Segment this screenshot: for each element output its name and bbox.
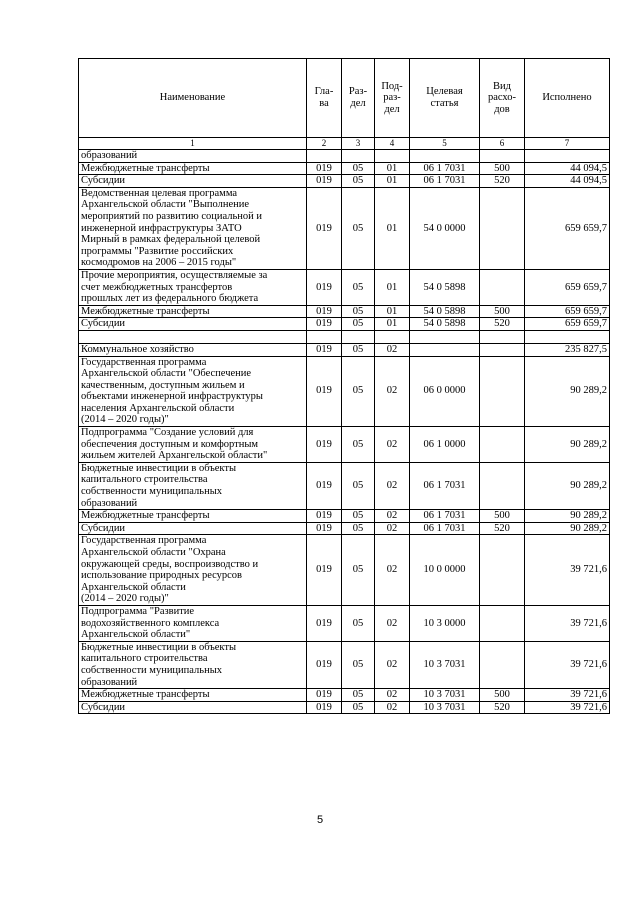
- row-podrazdel: 02: [375, 522, 410, 535]
- table-body: [79, 150, 610, 714]
- table-row: [79, 187, 610, 269]
- row-celevaya-statya: 10 3 7031: [410, 689, 480, 702]
- row-celevaya-statya: 54 0 0000: [410, 187, 480, 269]
- row-podrazdel: 02: [375, 689, 410, 702]
- row-name: [79, 330, 307, 343]
- table-row: [79, 356, 610, 427]
- row-podrazdel: 02: [375, 510, 410, 523]
- row-glava: [307, 330, 342, 343]
- row-name: Субсидии: [79, 522, 307, 535]
- row-razdel: 05: [342, 605, 375, 641]
- row-name: Бюджетные инвестиции в объекты капитального строительства собственности муниципальных образований: [79, 641, 307, 688]
- row-vid-raskhodov: 500: [480, 510, 525, 523]
- row-vid-raskhodov: 520: [480, 175, 525, 188]
- row-vid-raskhodov: [480, 187, 525, 269]
- row-podrazdel: 01: [375, 269, 410, 305]
- row-glava: 019: [307, 605, 342, 641]
- row-razdel: 05: [342, 510, 375, 523]
- row-podrazdel: 01: [375, 318, 410, 331]
- row-vid-raskhodov: 520: [480, 701, 525, 714]
- table-row: [79, 427, 610, 463]
- row-ispolneno: 39 721,6: [525, 689, 610, 702]
- row-ispolneno: 39 721,6: [525, 641, 610, 688]
- row-name: Подпрограмма "Развитие водохозяйственного комплекса Архангельской области": [79, 605, 307, 641]
- row-celevaya-statya: 06 0 0000: [410, 356, 480, 427]
- row-ispolneno: 659 659,7: [525, 318, 610, 331]
- row-celevaya-statya: 10 0 0000: [410, 535, 480, 606]
- table-row: [79, 269, 610, 305]
- row-podrazdel: 01: [375, 305, 410, 318]
- column-number: 5: [410, 138, 480, 150]
- table-row: [79, 343, 610, 356]
- row-vid-raskhodov: [480, 605, 525, 641]
- row-glava: 019: [307, 175, 342, 188]
- row-name: Межбюджетные трансферты: [79, 510, 307, 523]
- row-glava: 019: [307, 535, 342, 606]
- row-celevaya-statya: [410, 343, 480, 356]
- row-celevaya-statya: 10 3 7031: [410, 641, 480, 688]
- row-vid-raskhodov: [480, 462, 525, 509]
- row-celevaya-statya: 06 1 7031: [410, 462, 480, 509]
- row-glava: 019: [307, 305, 342, 318]
- header-podrazdel: Под- раз- дел: [375, 59, 410, 138]
- column-number: 4: [375, 138, 410, 150]
- row-podrazdel: 01: [375, 175, 410, 188]
- table-row: [79, 318, 610, 331]
- row-ispolneno: 39 721,6: [525, 701, 610, 714]
- row-podrazdel: 01: [375, 187, 410, 269]
- row-podrazdel: 02: [375, 535, 410, 606]
- row-podrazdel: 02: [375, 343, 410, 356]
- budget-table: [78, 58, 610, 714]
- row-ispolneno: 90 289,2: [525, 427, 610, 463]
- column-number-row: [79, 138, 610, 150]
- table-row: [79, 701, 610, 714]
- row-name: Межбюджетные трансферты: [79, 162, 307, 175]
- row-ispolneno: 90 289,2: [525, 356, 610, 427]
- table-row: [79, 522, 610, 535]
- row-celevaya-statya: 54 0 5898: [410, 269, 480, 305]
- column-number: 3: [342, 138, 375, 150]
- row-vid-raskhodov: [480, 356, 525, 427]
- row-celevaya-statya: 06 1 7031: [410, 510, 480, 523]
- row-name: Субсидии: [79, 701, 307, 714]
- row-razdel: 05: [342, 162, 375, 175]
- row-razdel: 05: [342, 427, 375, 463]
- row-celevaya-statya: [410, 330, 480, 343]
- row-ispolneno: 659 659,7: [525, 305, 610, 318]
- row-ispolneno: [525, 330, 610, 343]
- row-ispolneno: 39 721,6: [525, 535, 610, 606]
- row-celevaya-statya: 06 1 7031: [410, 162, 480, 175]
- row-ispolneno: 659 659,7: [525, 187, 610, 269]
- row-celevaya-statya: 06 1 7031: [410, 522, 480, 535]
- row-vid-raskhodov: 520: [480, 318, 525, 331]
- page-number: 5: [316, 814, 324, 826]
- table-row: [79, 175, 610, 188]
- row-glava: 019: [307, 701, 342, 714]
- row-name: Субсидии: [79, 318, 307, 331]
- row-podrazdel: 02: [375, 427, 410, 463]
- row-podrazdel: 02: [375, 641, 410, 688]
- row-vid-raskhodov: 500: [480, 162, 525, 175]
- row-celevaya-statya: 54 0 5898: [410, 305, 480, 318]
- row-razdel: 05: [342, 343, 375, 356]
- row-razdel: 05: [342, 305, 375, 318]
- row-celevaya-statya: 10 3 0000: [410, 605, 480, 641]
- row-ispolneno: 44 094,5: [525, 162, 610, 175]
- row-glava: 019: [307, 462, 342, 509]
- row-glava: 019: [307, 427, 342, 463]
- row-ispolneno: 39 721,6: [525, 605, 610, 641]
- row-vid-raskhodov: [480, 269, 525, 305]
- column-number: 7: [525, 138, 610, 150]
- row-ispolneno: 44 094,5: [525, 175, 610, 188]
- header-vid: Вид расхо- дов: [480, 59, 525, 138]
- row-vid-raskhodov: [480, 150, 525, 163]
- table-row: [79, 462, 610, 509]
- row-celevaya-statya: 06 1 7031: [410, 175, 480, 188]
- row-razdel: 05: [342, 701, 375, 714]
- header-ispolneno: Исполнено: [525, 59, 610, 138]
- row-glava: 019: [307, 269, 342, 305]
- table-row: [79, 330, 610, 343]
- header-celevaya: Целевая статья: [410, 59, 480, 138]
- row-vid-raskhodov: 500: [480, 689, 525, 702]
- row-razdel: 05: [342, 522, 375, 535]
- row-razdel: 05: [342, 187, 375, 269]
- table-row: [79, 535, 610, 606]
- row-razdel: 05: [342, 535, 375, 606]
- row-celevaya-statya: [410, 150, 480, 163]
- table-row: [79, 641, 610, 688]
- row-name: Государственная программа Архангельской области "Охрана окружающей среды, воспроизводство и использование природных ресурсов Архангельской области (2014 – 2020 годы)": [79, 535, 307, 606]
- row-vid-raskhodov: 520: [480, 522, 525, 535]
- header-row: [79, 59, 610, 138]
- row-ispolneno: 235 827,5: [525, 343, 610, 356]
- row-podrazdel: 02: [375, 701, 410, 714]
- header-glava: Гла- ва: [307, 59, 342, 138]
- row-razdel: 05: [342, 462, 375, 509]
- row-podrazdel: 02: [375, 462, 410, 509]
- row-razdel: 05: [342, 641, 375, 688]
- row-razdel: 05: [342, 175, 375, 188]
- row-glava: 019: [307, 187, 342, 269]
- row-name: Государственная программа Архангельской области "Обеспечение качественным, доступным жильем и объектами инженерной инфраструктуры населения Архангельской области (2014 – 2020 годы)": [79, 356, 307, 427]
- row-vid-raskhodov: [480, 427, 525, 463]
- row-celevaya-statya: 06 1 0000: [410, 427, 480, 463]
- row-glava: 019: [307, 162, 342, 175]
- column-number: 6: [480, 138, 525, 150]
- row-vid-raskhodov: [480, 641, 525, 688]
- row-ispolneno: 659 659,7: [525, 269, 610, 305]
- row-name: Подпрограмма "Создание условий для обеспечения доступным и комфортным жильем жителей Архангельской области": [79, 427, 307, 463]
- row-vid-raskhodov: 500: [480, 305, 525, 318]
- row-razdel: 05: [342, 318, 375, 331]
- row-name: Межбюджетные трансферты: [79, 689, 307, 702]
- row-glava: 019: [307, 356, 342, 427]
- column-number: 2: [307, 138, 342, 150]
- row-name: Коммунальное хозяйство: [79, 343, 307, 356]
- row-razdel: 05: [342, 689, 375, 702]
- row-glava: 019: [307, 318, 342, 331]
- row-name: Межбюджетные трансферты: [79, 305, 307, 318]
- table-row: [79, 150, 610, 163]
- row-podrazdel: 02: [375, 605, 410, 641]
- row-glava: 019: [307, 343, 342, 356]
- table-row: [79, 510, 610, 523]
- row-razdel: 05: [342, 356, 375, 427]
- row-glava: 019: [307, 689, 342, 702]
- row-podrazdel: [375, 150, 410, 163]
- table-row: [79, 305, 610, 318]
- row-ispolneno: 90 289,2: [525, 462, 610, 509]
- row-vid-raskhodov: [480, 535, 525, 606]
- row-name: Субсидии: [79, 175, 307, 188]
- row-podrazdel: 01: [375, 162, 410, 175]
- row-celevaya-statya: 10 3 7031: [410, 701, 480, 714]
- column-number: 1: [79, 138, 307, 150]
- row-ispolneno: 90 289,2: [525, 522, 610, 535]
- row-celevaya-statya: 54 0 5898: [410, 318, 480, 331]
- row-ispolneno: 90 289,2: [525, 510, 610, 523]
- row-name: Ведомственная целевая программа Архангельской области "Выполнение мероприятий по развитию социальной и инженерной инфраструктуры ЗАТО Мирный в рамках федеральной целевой программы "Развитие российских космодромов на 2006 – 2015 годы": [79, 187, 307, 269]
- row-podrazdel: 02: [375, 356, 410, 427]
- row-vid-raskhodov: [480, 343, 525, 356]
- row-podrazdel: [375, 330, 410, 343]
- row-razdel: [342, 330, 375, 343]
- row-glava: 019: [307, 641, 342, 688]
- row-glava: [307, 150, 342, 163]
- row-vid-raskhodov: [480, 330, 525, 343]
- table-row: [79, 689, 610, 702]
- row-glava: 019: [307, 522, 342, 535]
- table-row: [79, 162, 610, 175]
- row-glava: 019: [307, 510, 342, 523]
- row-razdel: [342, 150, 375, 163]
- row-ispolneno: [525, 150, 610, 163]
- header-name: Наименование: [79, 59, 307, 138]
- header-razdel: Раз- дел: [342, 59, 375, 138]
- row-razdel: 05: [342, 269, 375, 305]
- row-name: Прочие мероприятия, осуществляемые за счет межбюджетных трансфертов прошлых лет из федерального бюджета: [79, 269, 307, 305]
- table-row: [79, 605, 610, 641]
- row-name: Бюджетные инвестиции в объекты капитального строительства собственности муниципальных образований: [79, 462, 307, 509]
- row-name: образований: [79, 150, 307, 163]
